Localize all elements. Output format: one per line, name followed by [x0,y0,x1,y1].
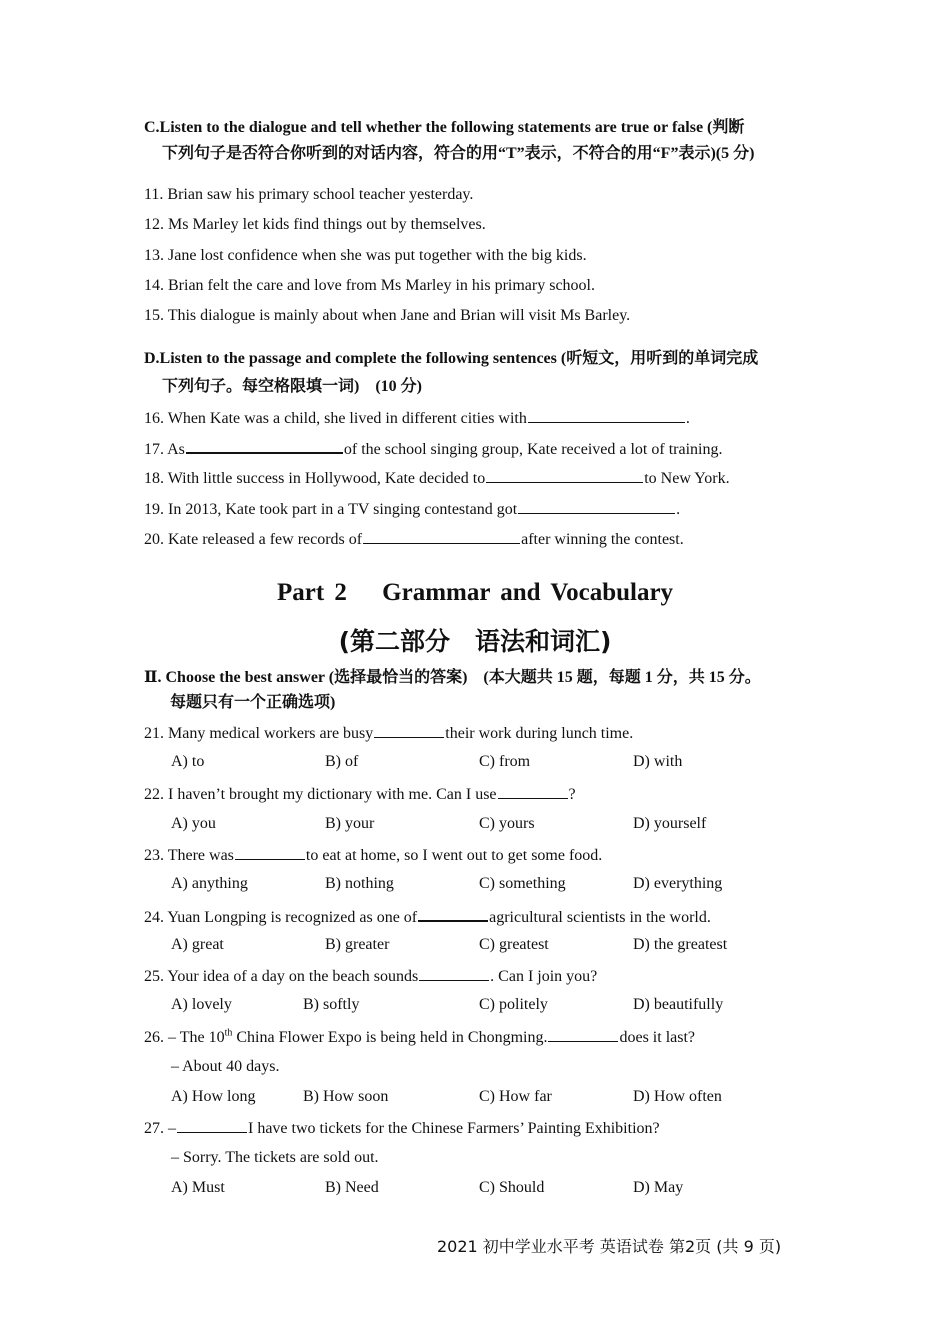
item-18-end: to New York. [644,470,730,487]
answer-blank-20[interactable] [363,528,520,544]
question-22-text: 22. I haven’t brought my dictionary with me. Can I use [144,786,497,803]
answer-blank-17[interactable] [186,437,343,454]
option-27-a[interactable]: A) Must [171,1179,225,1196]
section-d-title-line2: 下列句子。每空格限填一词) (10 分) [162,378,422,395]
item-19-end: . [676,501,681,518]
option-21-d[interactable]: D) with [633,753,683,770]
question-27-text: 27. – [144,1120,176,1137]
option-22-d[interactable]: D) yourself [633,815,707,832]
question-24 [144,905,711,928]
question-26 [144,1026,695,1048]
answer-blank-22[interactable] [498,783,568,799]
answer-blank-26[interactable] [548,1026,618,1042]
question-21-end: their work during lunch time. [445,725,634,742]
option-24-c[interactable]: C) greatest [479,936,549,953]
option-27-d[interactable]: D) May [633,1179,684,1196]
question-27-reply: – Sorry. The tickets are sold out. [171,1149,379,1166]
question-23-text: 23. There was [144,847,234,864]
item-20-text: 20. Kate released a few records of [144,531,363,548]
answer-blank-27[interactable] [177,1117,247,1133]
question-24-text: 24. Yuan Longping is recognized as one of [144,909,418,926]
section-c-title-line1: C.Listen to the dialogue and tell whether the following statements are true or false (判断 [144,119,745,136]
option-25-d[interactable]: D) beautifully [633,996,724,1013]
question-21-text: 21. Many medical workers are busy [144,725,374,742]
option-24-d[interactable]: D) the greatest [633,936,728,953]
option-27-b[interactable]: B) Need [325,1179,379,1196]
item-17-end: of the school singing group, Kate received a lot of training. [343,441,723,458]
option-26-d[interactable]: D) How often [633,1088,722,1105]
question-26-end: does it last? [619,1029,696,1046]
question-21 [144,722,633,744]
item-18-text: 18. With little success in Hollywood, Kate decided to [144,470,486,487]
answer-blank-18[interactable] [486,467,643,483]
item-11: 11. Brian saw his primary school teacher yesterday. [144,186,474,203]
option-25-b[interactable]: B) softly [303,996,360,1013]
part-2-subtitle: (第二部分 语法和词汇) [338,627,612,656]
question-25 [144,965,597,987]
question-27 [144,1117,660,1139]
option-26-b[interactable]: B) How soon [303,1088,389,1105]
option-26-c[interactable]: C) How far [479,1088,552,1105]
question-23-end: to eat at home, so I went out to get some food. [305,847,603,864]
question-25-end: . Can I join you? [490,968,598,985]
option-21-b[interactable]: B) of [325,753,359,770]
option-23-c[interactable]: C) something [479,875,566,892]
option-22-b[interactable]: B) your [325,815,375,832]
question-26-superscript: th [224,1027,233,1039]
option-21-c[interactable]: C) from [479,753,531,770]
question-26-reply: – About 40 days. [171,1058,280,1075]
option-24-b[interactable]: B) greater [325,936,390,953]
option-21-a[interactable]: A) to [171,753,205,770]
question-22 [144,783,576,805]
section-c-title-line2: 下列句子是否符合你听到的对话内容，符合的用“T”表示，不符合的用“F”表示)(5 分) [162,145,755,162]
question-24-end: agricultural scientists in the world. [489,909,711,926]
part-2-title: Part 2 Grammar and Vocabulary [276,579,674,606]
item-12: 12. Ms Marley let kids find things out by themselves. [144,216,486,233]
item-19-text: 19. In 2013, Kate took part in a TV singing contestand got [144,501,518,518]
question-22-end: ? [568,786,576,803]
option-23-a[interactable]: A) anything [171,875,248,892]
item-16-end: . [685,410,690,427]
answer-blank-21[interactable] [374,722,444,738]
item-13: 13. Jane lost confidence when she was put together with the big kids. [144,247,587,264]
item-18 [144,467,730,489]
item-16-text: 16. When Kate was a child, she lived in different cities with [144,410,527,427]
question-26-text: 26. – The 10 [144,1029,225,1046]
question-23 [144,844,602,866]
section-ii-title-line2: 每题只有一个正确选项) [170,694,336,711]
question-27-end: I have two tickets for the Chinese Farmers’ Painting Exhibition? [248,1120,660,1137]
item-17-text: 17. As [144,441,185,458]
option-24-a[interactable]: A) great [171,936,224,953]
page-footer: 2021 初中学业水平考 英语试卷 第2页 (共 9 页) [437,1237,782,1256]
option-22-c[interactable]: C) yours [479,815,535,832]
item-20 [144,528,684,550]
answer-blank-16[interactable] [528,407,685,423]
item-16 [144,407,690,429]
option-27-c[interactable]: C) Should [479,1179,545,1196]
section-ii-title-line1: Ⅱ. Choose the best answer (选择最恰当的答案) (本大题共 15 题，每题 1 分，共 15 分。 [144,669,761,686]
item-20-end: after winning the contest. [521,531,684,548]
option-26-a[interactable]: A) How long [171,1088,256,1105]
question-26-text-mid: China Flower Expo is being held in Chongming. [232,1029,548,1046]
item-17 [144,437,722,460]
option-25-c[interactable]: C) politely [479,996,548,1013]
item-14: 14. Brian felt the care and love from Ms Marley in his primary school. [144,277,595,294]
item-15: 15. This dialogue is mainly about when Jane and Brian will visit Ms Barley. [144,307,631,324]
option-25-a[interactable]: A) lovely [171,996,232,1013]
item-19 [144,498,680,520]
option-22-a[interactable]: A) you [171,815,216,832]
option-23-d[interactable]: D) everything [633,875,723,892]
answer-blank-19[interactable] [518,498,675,514]
section-d-title-line1: D.Listen to the passage and complete the following sentences (听短文，用听到的单词完成 [144,350,759,367]
answer-blank-23[interactable] [235,844,305,860]
question-25-text: 25. Your idea of a day on the beach sounds [144,968,419,985]
option-23-b[interactable]: B) nothing [325,875,394,892]
answer-blank-25[interactable] [419,965,489,981]
answer-blank-24[interactable] [418,905,488,922]
